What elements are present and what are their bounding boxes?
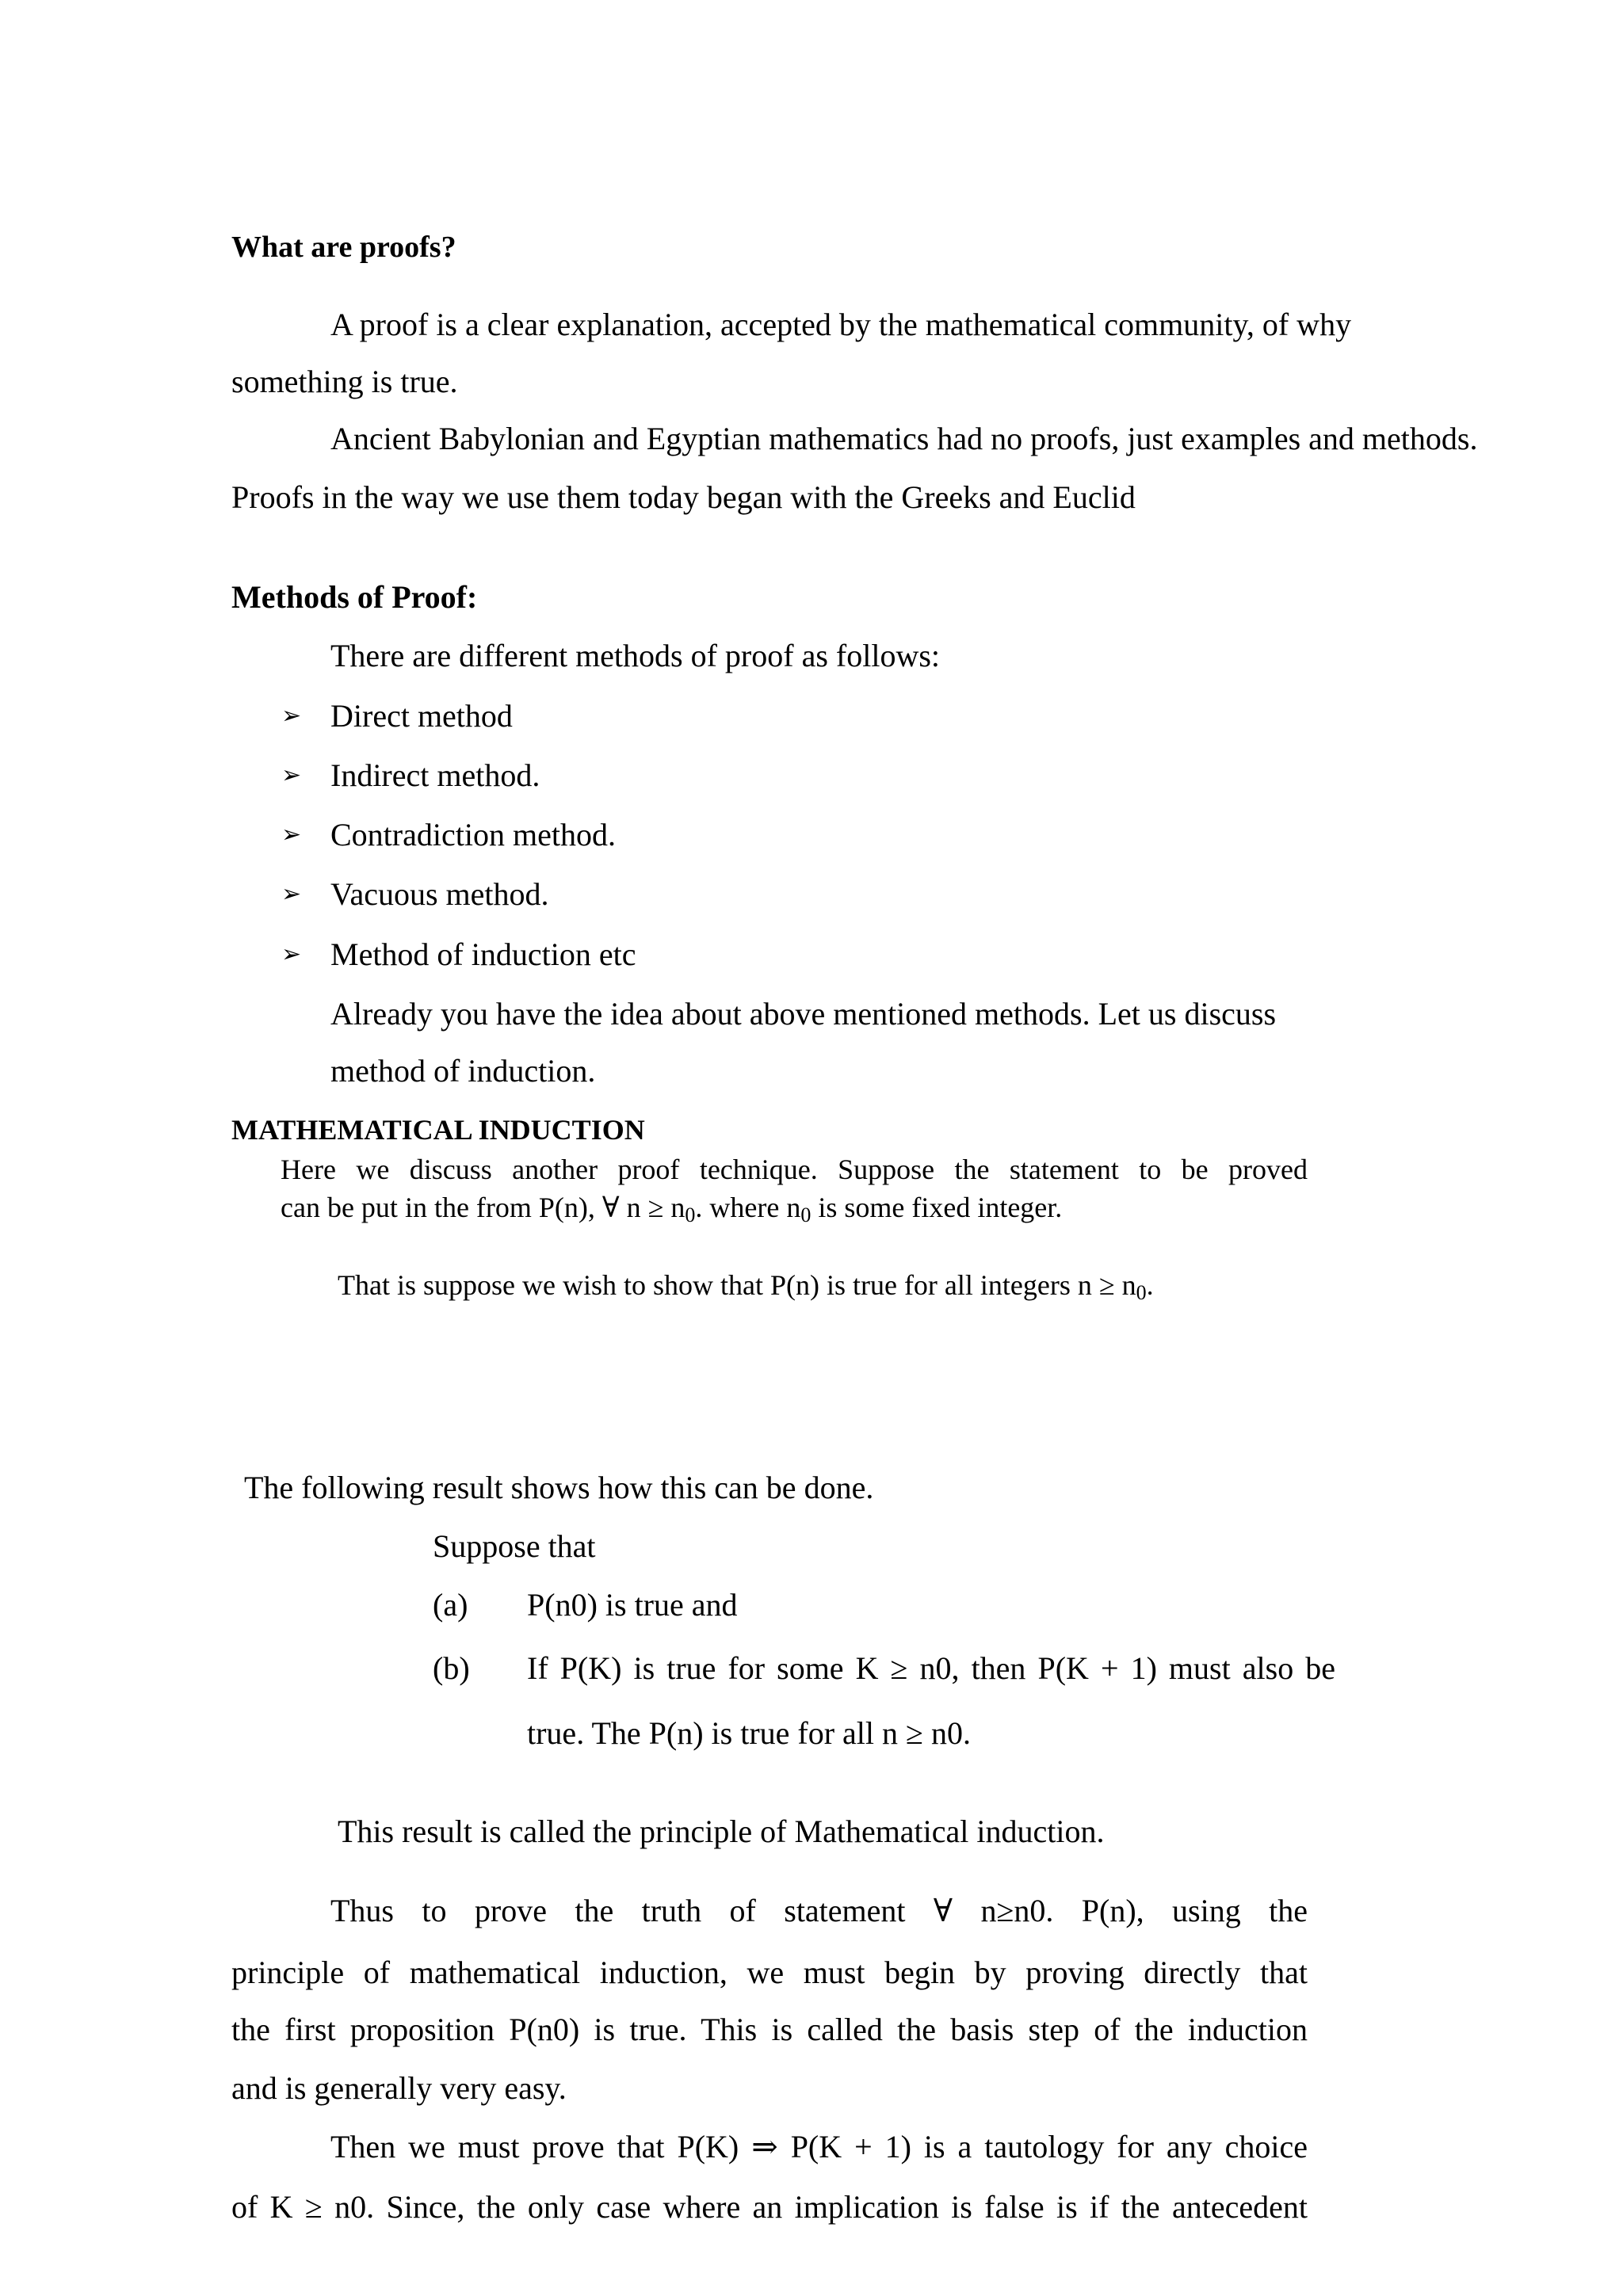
condition-label: (a)	[433, 1587, 468, 1623]
paragraph-line: Suppose that	[433, 1528, 596, 1564]
paragraph-line: method of induction.	[330, 1053, 596, 1089]
list-item: Vacuous method.	[330, 876, 549, 912]
list-item: Method of induction etc	[330, 936, 636, 972]
bullet-arrow-icon: ➢	[281, 702, 302, 730]
bullet-arrow-icon: ➢	[281, 761, 302, 789]
list-item: Indirect method.	[330, 757, 540, 793]
paragraph-line: Thus to prove the truth of statement ∀ n≥n0. P(n), using the	[330, 1893, 1308, 1928]
heading-what-are-proofs: What are proofs?	[231, 231, 456, 264]
condition-text: If P(K) is true for some K ≥ n0, then P(K + 1) must also be	[527, 1650, 1335, 1686]
bullet-arrow-icon: ➢	[281, 880, 302, 908]
paragraph-line: Ancient Babylonian and Egyptian mathematics had no proofs, just examples and methods.	[330, 421, 1478, 456]
paragraph-line: principle of mathematical induction, we must begin by proving directly that	[231, 1955, 1308, 1990]
paragraph-line: something is true.	[231, 364, 458, 399]
bullet-arrow-icon: ➢	[281, 940, 302, 968]
condition-label: (b)	[433, 1650, 470, 1686]
paragraph-line: Already you have the idea about above mentioned methods. Let us discuss	[330, 996, 1277, 1032]
paragraph-line: and is generally very easy.	[231, 2070, 567, 2106]
list-item: Contradiction method.	[330, 817, 616, 852]
paragraph-line: of K ≥ n0. Since, the only case where an implication is false is if the antecedent	[231, 2189, 1308, 2225]
condition-text: true. The P(n) is true for all n ≥ n0.	[527, 1715, 971, 1751]
paragraph-line: Then we must prove that P(K) ⇒ P(K + 1) is a tautology for any choice	[330, 2129, 1308, 2164]
paragraph-line: the first proposition P(n0) is true. This is called the basis step of the induction	[231, 2012, 1308, 2047]
paragraph-line: Proofs in the way we use them today began with the Greeks and Euclid	[231, 479, 1136, 515]
condition-text: P(n0) is true and	[527, 1587, 738, 1623]
paragraph-line: The following result shows how this can be done.	[244, 1470, 874, 1505]
paragraph-line: Here we discuss another proof technique. Suppose the statement to be proved	[281, 1154, 1308, 1185]
paragraph-line: That is suppose we wish to show that P(n) is true for all integers $n \ge n_0$.	[338, 1269, 1154, 1304]
paragraph-line: This result is called the principle of Mathematical induction.	[338, 1814, 1105, 1849]
bullet-arrow-icon: ➢	[281, 821, 302, 849]
paragraph-line: A proof is a clear explanation, accepted by the mathematical community, of why	[330, 307, 1352, 342]
heading-methods-of-proof: Methods of Proof:	[231, 579, 478, 615]
methods-intro: There are different methods of proof as follows:	[330, 638, 941, 673]
list-item: Direct method	[330, 698, 513, 734]
heading-mathematical-induction: MATHEMATICAL INDUCTION	[231, 1114, 645, 1146]
paragraph-line: can be put in the from P(n), ∀ $n \ge n_0$. where $n_0$ is some fixed integer.	[281, 1192, 1063, 1226]
